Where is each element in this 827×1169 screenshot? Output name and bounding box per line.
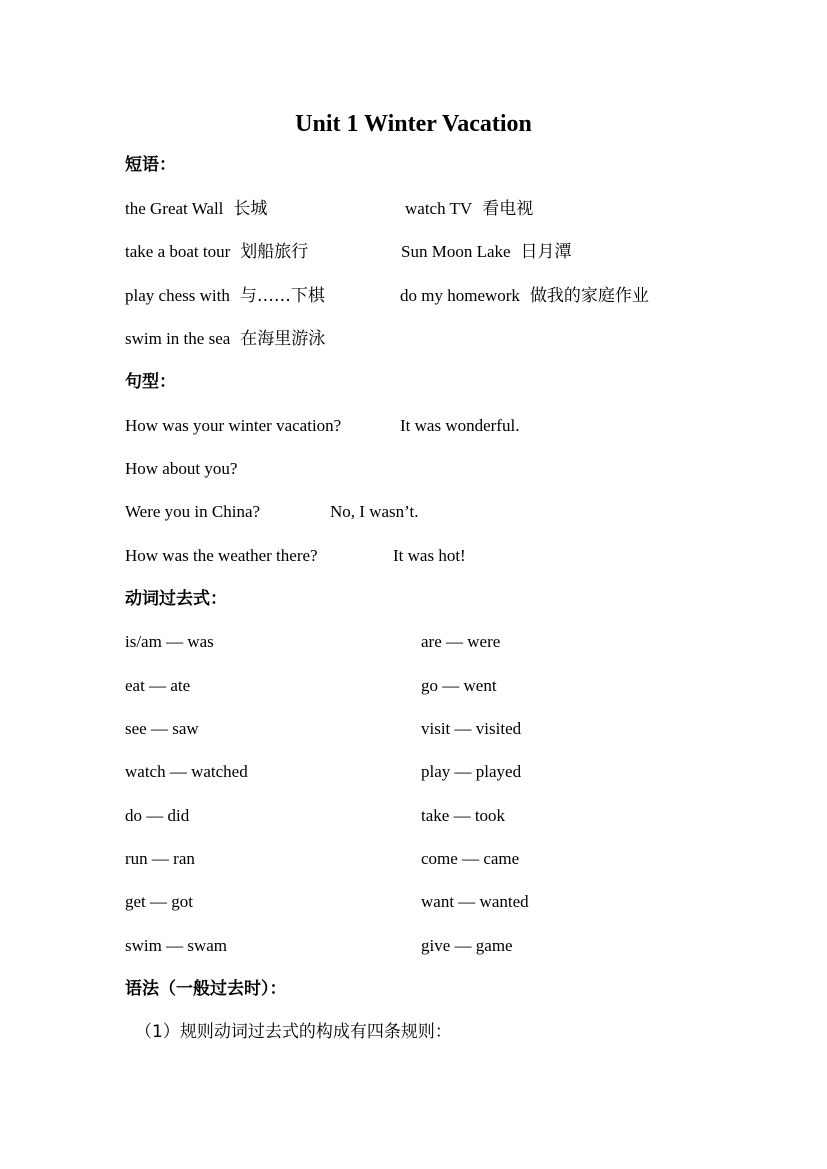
- grammar-heading: 语法（一般过去时）：: [125, 979, 287, 998]
- verb-pair: eat — ate: [125, 676, 191, 695]
- phrase-item: [125, 197, 267, 221]
- phrase-cn: 划船旅行: [240, 242, 309, 262]
- verb-pair: watch — watched: [125, 762, 248, 781]
- sentence-question: How was the weather there?: [125, 546, 318, 565]
- verb-pair: take — took: [421, 806, 506, 825]
- sentences-heading: 句型：: [125, 372, 176, 391]
- page-title: Unit 1 Winter Vacation: [295, 111, 532, 137]
- verb-pair: come — came: [421, 849, 520, 868]
- verb-pair: play — played: [421, 762, 522, 781]
- phrase-en: do my homework: [400, 286, 520, 305]
- verb-pair: are — were: [421, 632, 501, 651]
- phrase-item: [400, 284, 649, 308]
- sentence-answer: It was hot!: [393, 546, 466, 565]
- sentence-question: How about you?: [125, 459, 238, 478]
- verb-pair: want — wanted: [421, 892, 529, 911]
- verb-pair: run — ran: [125, 849, 195, 868]
- verb-pair: visit — visited: [421, 719, 522, 738]
- verb-pair: do — did: [125, 806, 190, 825]
- phrase-cn: 在海里游泳: [240, 329, 326, 349]
- phrase-en: watch TV: [405, 199, 473, 218]
- phrase-cn: 与……下棋: [239, 286, 325, 306]
- phrases-heading: 短语：: [125, 155, 176, 174]
- phrase-en: Sun Moon Lake: [401, 242, 511, 261]
- phrase-en: swim in the sea: [125, 329, 231, 348]
- grammar-rule: （1）规则动词过去式的构成有四条规则：: [135, 1022, 452, 1042]
- past-tense-heading: 动词过去式：: [125, 589, 227, 608]
- phrase-cn: 日月潭: [520, 242, 572, 262]
- sentence-question: How was your winter vacation?: [125, 416, 342, 435]
- verb-pair: give — game: [421, 936, 513, 955]
- sentence-question: Were you in China?: [125, 502, 261, 521]
- phrase-en: the Great Wall: [125, 199, 224, 218]
- phrase-item: [125, 327, 325, 351]
- verb-pair: get — got: [125, 892, 193, 911]
- verb-pair: swim — swam: [125, 936, 227, 955]
- phrase-item: [125, 284, 325, 308]
- verb-pair: see — saw: [125, 719, 199, 738]
- phrase-item: [405, 197, 533, 221]
- phrase-en: play chess with: [125, 286, 230, 305]
- phrase-en: take a boat tour: [125, 242, 231, 261]
- phrase-item: [125, 240, 308, 264]
- verb-pair: go — went: [421, 676, 497, 695]
- sentence-answer: It was wonderful.: [400, 416, 520, 435]
- verb-pair: is/am — was: [125, 632, 214, 651]
- phrase-cn: 做我的家庭作业: [529, 286, 649, 306]
- phrase-cn: 看电视: [482, 199, 534, 219]
- phrase-item: [401, 240, 572, 264]
- sentence-answer: No, I wasn’t.: [330, 502, 419, 521]
- phrase-cn: 长城: [233, 199, 268, 219]
